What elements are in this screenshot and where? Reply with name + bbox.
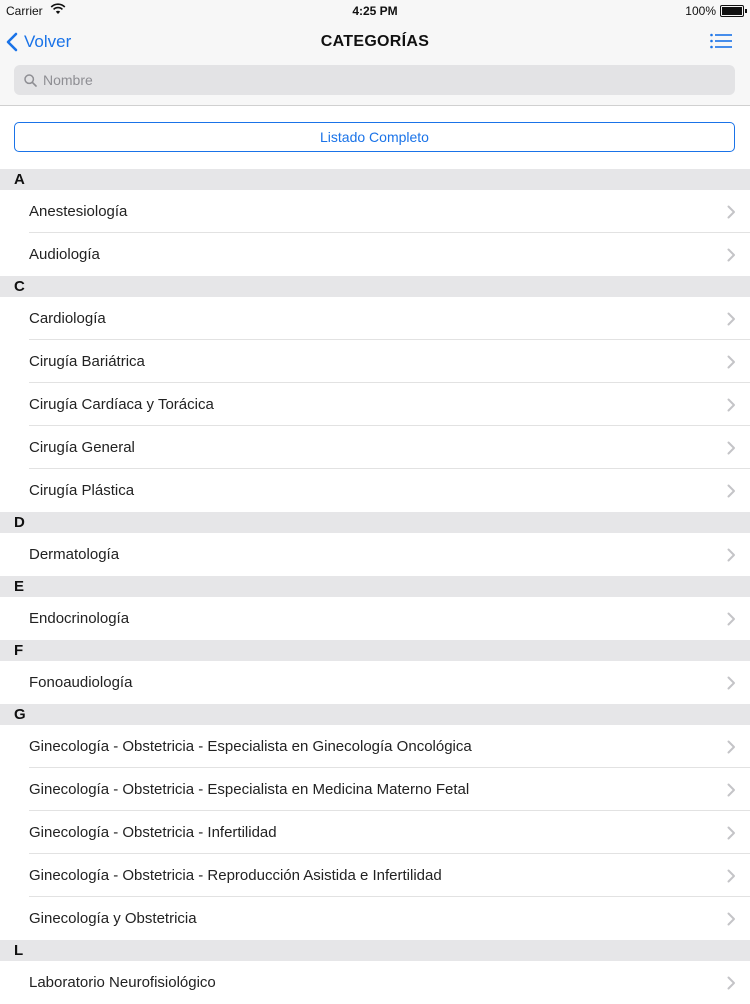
- page-title: CATEGORÍAS: [320, 33, 430, 50]
- search-icon: [24, 74, 37, 87]
- category-row[interactable]: [0, 854, 750, 897]
- category-row[interactable]: [0, 233, 750, 276]
- search-input[interactable]: [14, 65, 735, 95]
- category-label: Cirugía Bariátrica: [29, 353, 145, 370]
- category-row[interactable]: [0, 469, 750, 512]
- category-label: Ginecología - Obstetricia - Reproducción Asistida e Infertilidad: [29, 867, 442, 884]
- category-label: Cardiología: [29, 310, 106, 327]
- category-row[interactable]: [0, 661, 750, 704]
- category-label: Dermatología: [29, 546, 120, 563]
- chevron-right-icon: [727, 441, 736, 459]
- category-row[interactable]: [0, 897, 750, 940]
- battery-icon: [720, 5, 744, 17]
- category-row[interactable]: [0, 297, 750, 340]
- status-bar: [0, 0, 750, 22]
- chevron-right-icon: [727, 355, 736, 373]
- category-label: Ginecología - Obstetricia - Especialista en Medicina Materno Fetal: [29, 781, 470, 798]
- category-list: [0, 169, 750, 1004]
- list-icon: [710, 33, 732, 49]
- category-label: Cirugía Cardíaca y Torácica: [29, 396, 214, 413]
- carrier-label: Carrier: [6, 4, 43, 18]
- chevron-right-icon: [727, 312, 736, 330]
- chevron-right-icon: [727, 548, 736, 566]
- category-row[interactable]: [0, 190, 750, 233]
- list-view-button[interactable]: [710, 33, 732, 54]
- clock: 4:25 PM: [352, 4, 398, 18]
- category-row[interactable]: [0, 383, 750, 426]
- category-label: Cirugía Plástica: [29, 482, 135, 499]
- category-row[interactable]: [0, 426, 750, 469]
- search-placeholder: Nombre: [43, 72, 93, 88]
- chevron-right-icon: [727, 740, 736, 758]
- section-header-a: A: [0, 169, 750, 190]
- chevron-right-icon: [727, 783, 736, 801]
- category-label: Anestesiología: [29, 203, 128, 220]
- chevron-right-icon: [727, 869, 736, 887]
- chevron-right-icon: [727, 612, 736, 630]
- chevron-right-icon: [727, 205, 736, 223]
- chevron-right-icon: [727, 912, 736, 930]
- category-label: Audiología: [29, 246, 100, 263]
- category-row[interactable]: [0, 725, 750, 768]
- category-label: Endocrinología: [29, 610, 130, 627]
- full-list-button[interactable]: Listado Completo: [14, 122, 735, 152]
- category-label: Ginecología y Obstetricia: [29, 910, 197, 927]
- category-label: Laboratorio Neurofisiológico: [29, 974, 216, 991]
- search-bar: [0, 62, 750, 106]
- chevron-right-icon: [727, 826, 736, 844]
- section-header-l: L: [0, 940, 750, 961]
- category-label: Ginecología - Obstetricia - Infertilidad: [29, 824, 277, 841]
- category-label: Cirugía General: [29, 439, 135, 456]
- category-label: Fonoaudiología: [29, 674, 133, 691]
- category-row[interactable]: [0, 533, 750, 576]
- section-header-c: C: [0, 276, 750, 297]
- category-row[interactable]: [0, 597, 750, 640]
- chevron-right-icon: [727, 976, 736, 994]
- section-header-g: G: [0, 704, 750, 725]
- category-row[interactable]: [0, 768, 750, 811]
- category-row[interactable]: [0, 340, 750, 383]
- navigation-bar: [0, 22, 750, 62]
- back-button-label: Volver: [24, 32, 72, 51]
- section-header-f: F: [0, 640, 750, 661]
- category-row[interactable]: [0, 811, 750, 854]
- section-header-e: E: [0, 576, 750, 597]
- category-row[interactable]: [0, 961, 750, 1004]
- chevron-right-icon: [727, 398, 736, 416]
- section-header-d: D: [0, 512, 750, 533]
- category-label: Ginecología - Obstetricia - Especialista en Ginecología Oncológica: [29, 738, 472, 755]
- chevron-right-icon: [727, 248, 736, 266]
- chevron-right-icon: [727, 676, 736, 694]
- battery-percentage: 100%: [685, 4, 716, 18]
- chevron-right-icon: [727, 484, 736, 502]
